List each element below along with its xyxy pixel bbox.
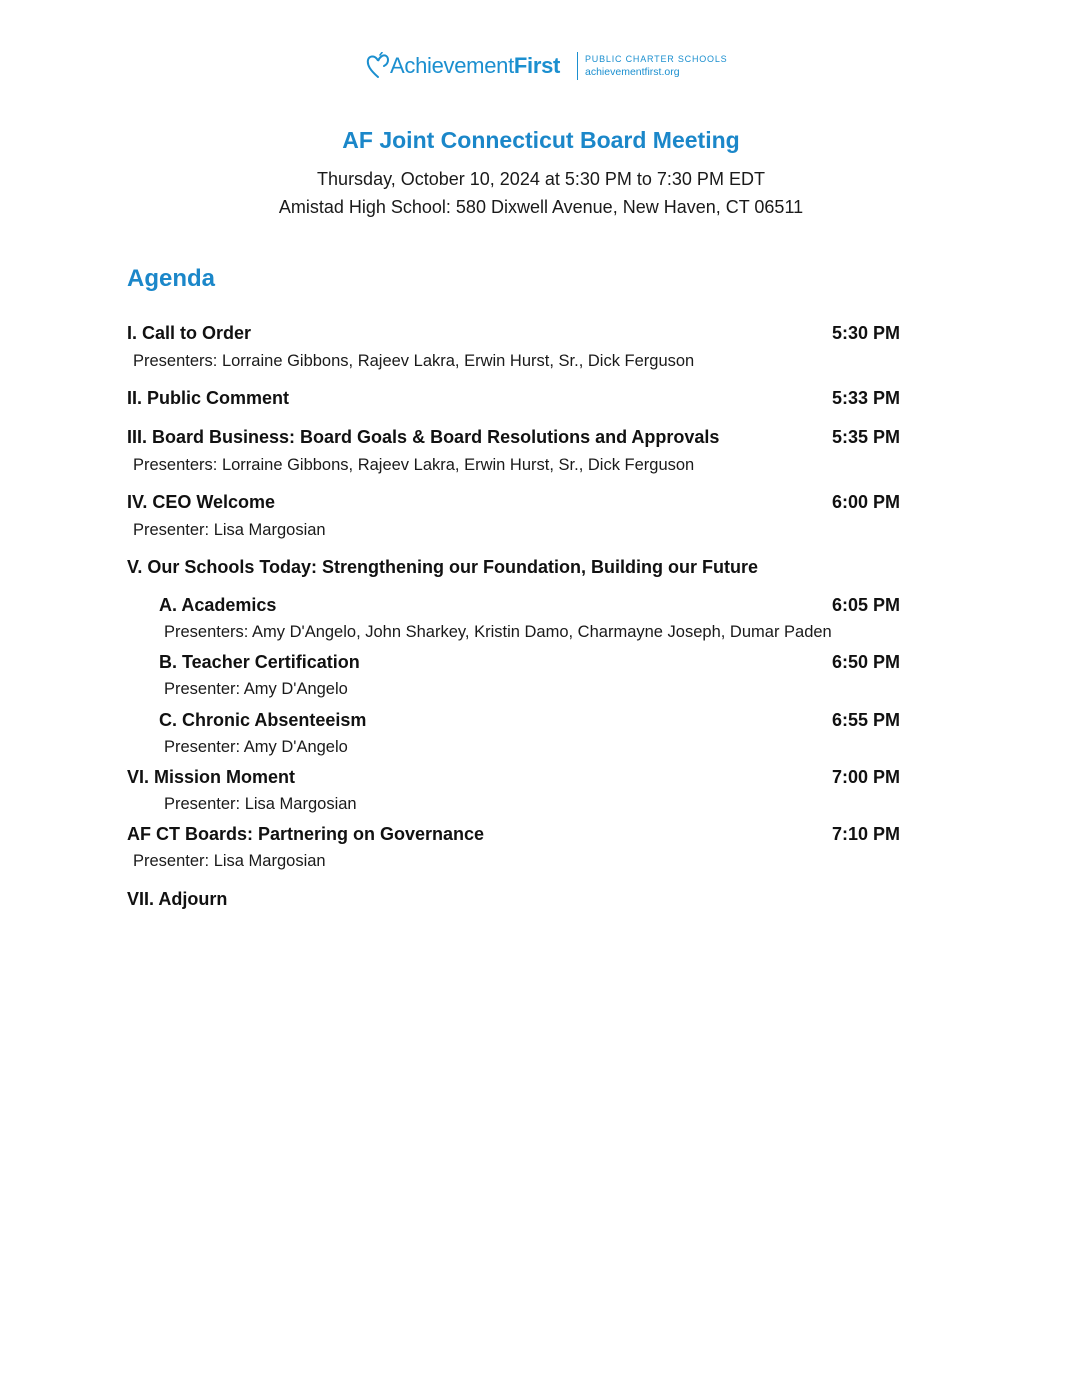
- agenda-item-time: 7:00 PM: [831, 767, 900, 787]
- meeting-date: Thursday, October 10, 2024 at 5:30 PM to 7:30 PM EDT: [317, 169, 765, 189]
- brand-wordmark: [390, 53, 560, 79]
- agenda-item-label: VII. Adjourn: [127, 889, 228, 909]
- agenda-subitem-label: C. Chronic Absenteeism: [159, 710, 367, 730]
- agenda-item-our-schools-today: [127, 557, 900, 581]
- agenda-item-time: 5:30 PM: [831, 323, 900, 343]
- brand-name-bold: First: [513, 53, 561, 78]
- agenda-item-label: VI. Mission Moment: [127, 767, 296, 787]
- agenda-item-public-comment: [127, 388, 900, 412]
- agenda-item-label: II. Public Comment: [127, 388, 290, 408]
- agenda-subitem-teacher-certification: [159, 652, 900, 676]
- agenda-subitem-label: A. Academics: [159, 595, 277, 615]
- agenda-item-presenters: Presenters: Lorraine Gibbons, Rajeev Lakra, Erwin Hurst, Sr., Dick Ferguson: [133, 456, 695, 474]
- logo-divider: [577, 52, 578, 80]
- heart-logo-icon: [366, 52, 390, 80]
- agenda-item-label: I. Call to Order: [127, 323, 252, 343]
- agenda-subitem-label: B. Teacher Certification: [159, 652, 360, 672]
- agenda-item-presenters: Presenter: Lisa Margosian: [133, 521, 326, 539]
- agenda-item-label: IV. CEO Welcome: [127, 492, 276, 512]
- agenda-item-time: 6:00 PM: [831, 492, 900, 512]
- organization-logo: [366, 50, 726, 84]
- agenda-heading: Agenda: [127, 265, 216, 292]
- agenda-item-time: 5:33 PM: [831, 388, 900, 408]
- agenda-item-presenters: Presenter: Lisa Margosian: [133, 852, 326, 870]
- agenda-item-time: 5:35 PM: [831, 427, 900, 447]
- agenda-subitem-presenters: Presenter: Amy D'Angelo: [164, 738, 348, 756]
- brand-url: achievementfirst.org: [585, 66, 680, 78]
- agenda-item-adjourn: [127, 889, 900, 913]
- agenda-item-presenters: Presenter: Lisa Margosian: [164, 795, 357, 813]
- agenda-subitem-presenters: Presenters: Amy D'Angelo, John Sharkey, Kristin Damo, Charmayne Joseph, Dumar Paden: [164, 623, 832, 641]
- agenda-item-call-to-order: [127, 323, 900, 347]
- agenda-subitem-time: 6:50 PM: [831, 652, 900, 672]
- agenda-item-af-ct-boards: [127, 824, 900, 848]
- meeting-title: AF Joint Connecticut Board Meeting: [342, 127, 740, 153]
- agenda-subitem-time: 6:55 PM: [831, 710, 900, 730]
- agenda-item-board-business: [127, 427, 900, 451]
- agenda-item-label: III. Board Business: Board Goals & Board Resolutions and Approvals: [127, 427, 720, 447]
- meeting-location: Amistad High School: 580 Dixwell Avenue, New Haven, CT 06511: [278, 197, 804, 217]
- agenda-item-label: AF CT Boards: Partnering on Governance: [127, 824, 485, 844]
- agenda-item-time: 7:10 PM: [831, 824, 900, 844]
- agenda-item-ceo-welcome: [127, 492, 900, 516]
- brand-tagline: PUBLIC CHARTER SCHOOLS: [585, 54, 728, 64]
- brand-name-light: Achievement: [390, 53, 514, 78]
- agenda-subitem-chronic-absenteeism: [159, 710, 900, 734]
- agenda-item-label: V. Our Schools Today: Strengthening our Foundation, Building our Future: [127, 557, 758, 577]
- agenda-item-mission-moment: [127, 767, 900, 791]
- agenda-item-presenters: Presenters: Lorraine Gibbons, Rajeev Lakra, Erwin Hurst, Sr., Dick Ferguson: [133, 352, 695, 370]
- agenda-subitem-time: 6:05 PM: [831, 595, 900, 615]
- agenda-subitem-presenters: Presenter: Amy D'Angelo: [164, 680, 348, 698]
- agenda-subitem-academics: [159, 595, 900, 619]
